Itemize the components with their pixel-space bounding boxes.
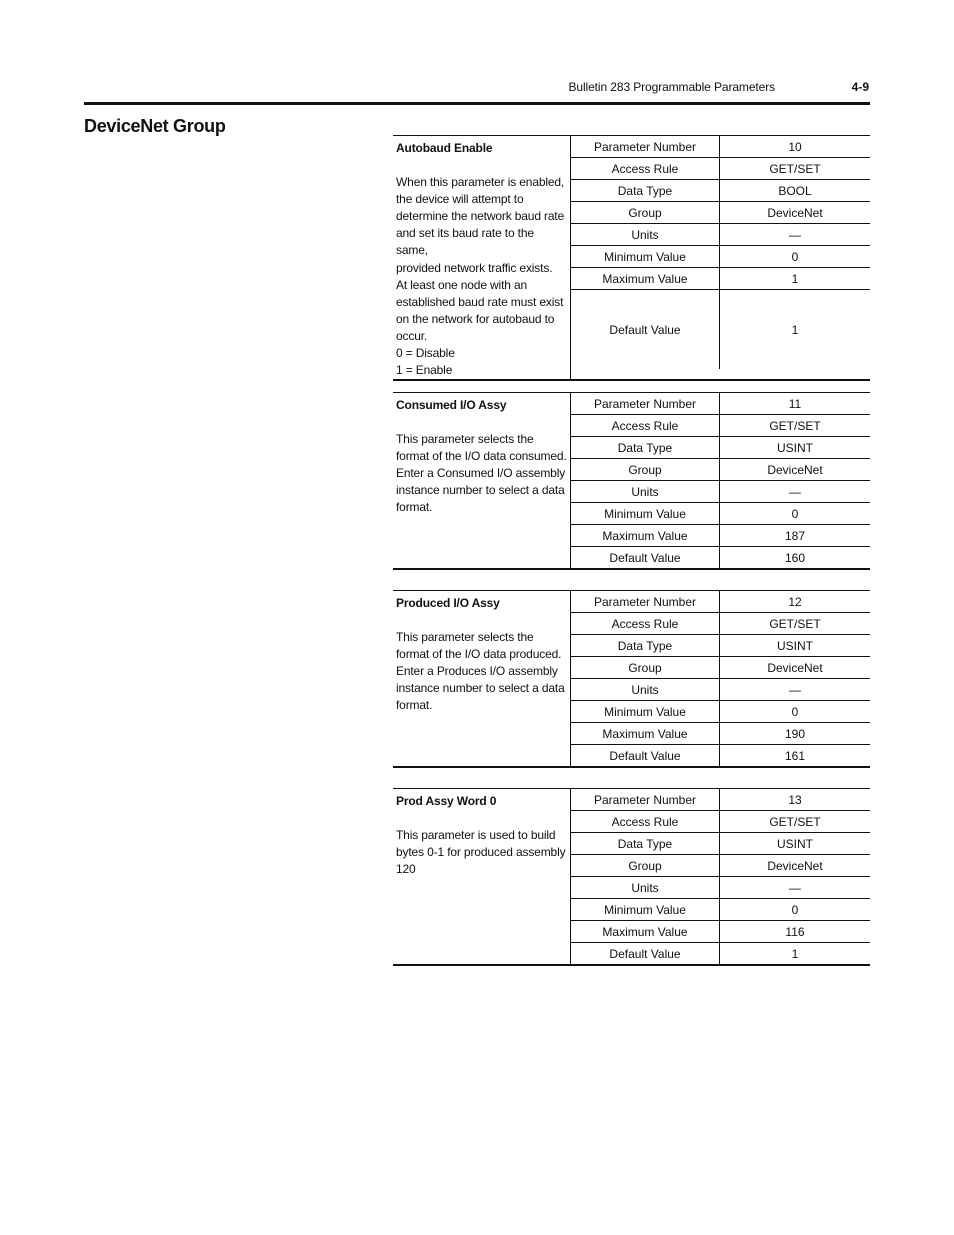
property-label: Group [571,459,720,480]
property-label: Data Type [571,180,720,201]
table-row [571,268,870,290]
property-value: DeviceNet [767,462,823,477]
property-label: Access Rule [571,613,720,634]
property-value: 187 [784,528,806,543]
table-row [571,415,870,437]
table-row [571,136,870,158]
parameter-properties [571,393,870,568]
property-label: Units [571,481,720,502]
property-value: 160 [784,550,806,565]
parameter-table-prod-assy-word-0 [393,788,870,966]
property-value: 116 [785,924,805,939]
property-label: Parameter Number [571,393,720,414]
table-row [571,789,870,811]
parameter-table-produced-io-assy [393,590,870,768]
property-value: DeviceNet [767,205,823,220]
property-value: USINT [777,836,813,851]
property-label: Default Value [571,943,720,964]
parameter-properties [571,136,870,379]
table-row [571,943,870,964]
property-label: Group [571,855,720,876]
parameter-description-cell [393,591,571,766]
property-value: USINT [777,440,813,455]
property-value: USINT [777,638,813,653]
property-value: — [789,227,801,242]
property-label: Data Type [571,437,720,458]
table-row [571,745,870,766]
property-value: 1 [791,271,799,286]
table-row [571,899,870,921]
parameter-properties [571,591,870,766]
running-title: Bulletin 283 Programmable Parameters [568,80,775,94]
parameter-name: Prod Assy Word 0 [396,794,497,808]
property-value: — [789,484,801,499]
table-row [571,701,870,723]
property-value: 10 [788,139,802,154]
table-row [571,657,870,679]
property-label: Default Value [571,290,720,369]
table-row [571,525,870,547]
property-value: — [789,880,801,895]
property-label: Default Value [571,547,720,568]
header-rule [84,102,870,105]
parameter-description-cell [393,789,571,964]
property-label: Access Rule [571,415,720,436]
property-value: BOOL [778,183,812,198]
table-row [571,921,870,943]
property-label: Maximum Value [571,268,720,289]
property-value: DeviceNet [767,858,823,873]
parameter-name: Consumed I/O Assy [396,398,507,412]
property-value: GET/SET [769,418,821,433]
table-row [571,503,870,525]
property-value: 13 [788,792,802,807]
table-row [571,855,870,877]
parameter-table-autobaud-enable [393,135,870,381]
parameter-description-cell [393,393,571,568]
property-value: 0 [791,704,799,719]
page-number: 4-9 [851,80,869,94]
property-value: GET/SET [769,814,821,829]
section-title: DeviceNet Group [84,116,226,136]
parameter-table-consumed-io-assy [393,392,870,570]
table-row [571,393,870,415]
property-label: Parameter Number [571,789,720,810]
property-value: 11 [788,396,802,411]
table-row [571,833,870,855]
property-label: Maximum Value [571,921,720,942]
property-label: Minimum Value [571,503,720,524]
property-label: Units [571,877,720,898]
table-row [571,224,870,246]
property-label: Units [571,679,720,700]
property-label: Units [571,224,720,245]
parameter-name: Produced I/O Assy [396,596,500,610]
table-row [571,591,870,613]
property-value: DeviceNet [767,660,823,675]
property-label: Maximum Value [571,723,720,744]
property-value: 1 [791,946,799,961]
table-row [571,613,870,635]
table-row [571,180,870,202]
table-row [571,202,870,224]
property-label: Parameter Number [571,591,720,612]
property-value: GET/SET [769,161,821,176]
property-value: 0 [791,902,799,917]
table-row [571,679,870,701]
property-label: Group [571,657,720,678]
property-label: Minimum Value [571,899,720,920]
table-row [571,290,870,369]
table-row [571,635,870,657]
property-value: 12 [788,594,802,609]
table-row [571,547,870,568]
property-label: Minimum Value [571,701,720,722]
property-value: 1 [791,322,799,337]
property-value: 0 [791,249,799,264]
property-label: Minimum Value [571,246,720,267]
parameter-properties [571,789,870,964]
property-label: Parameter Number [571,136,720,157]
property-value: — [789,682,801,697]
property-label: Group [571,202,720,223]
table-row [571,459,870,481]
property-value: 190 [784,726,806,741]
property-label: Default Value [571,745,720,766]
property-label: Access Rule [571,811,720,832]
parameter-name: Autobaud Enable [396,141,493,155]
parameter-description: When this parameter is enabled, the device will attempt to determine the network baud rate and set its baud rate to the same, provided network traffic exists. At least one node with an established baud rate must exist on the network for autobaud to occur. 0 = Disable 1 = Enable [396,175,565,378]
parameter-description: This parameter selects the format of the I/O data produced. Enter a Produces I/O assembly instance number to select a data format. [396,630,565,713]
table-row [571,158,870,180]
table-row [571,723,870,745]
table-row [571,437,870,459]
property-label: Maximum Value [571,525,720,546]
parameter-description: This parameter selects the format of the I/O data consumed. Enter a Consumed I/O assembly instance number to select a data format. [396,432,567,515]
table-row [571,811,870,833]
parameter-description-cell [393,136,571,379]
property-value: 0 [791,506,799,521]
table-row [571,877,870,899]
parameter-description: This parameter is used to build bytes 0-1 for produced assembly 120 [396,828,566,877]
property-label: Data Type [571,833,720,854]
table-row [571,246,870,268]
property-value: 161 [784,748,806,763]
table-row [571,481,870,503]
property-value: GET/SET [769,616,821,631]
property-label: Access Rule [571,158,720,179]
property-label: Data Type [571,635,720,656]
